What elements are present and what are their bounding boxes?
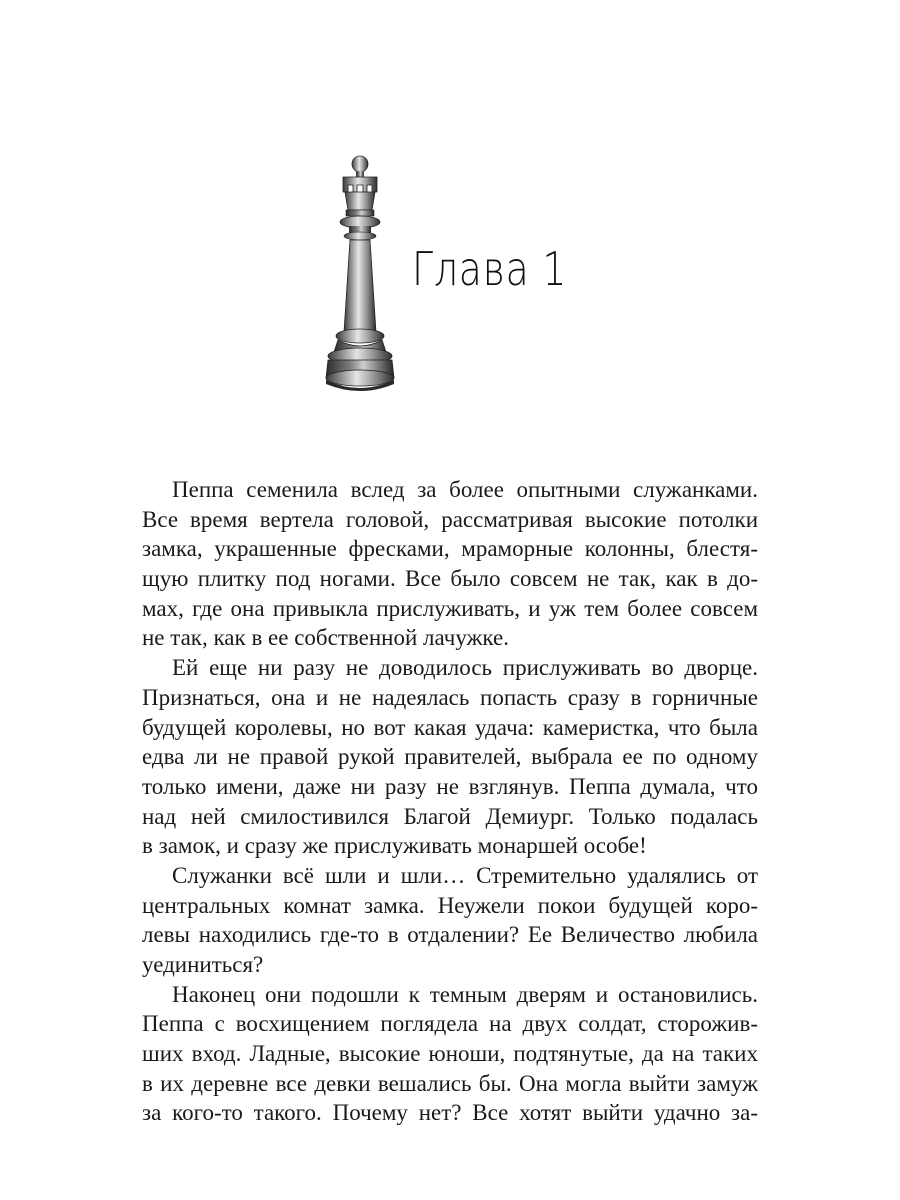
text-line: Признаться, она и не надеялась попасть сразу в горничные [142, 684, 758, 710]
text-line: Ей еще ни разу не доводилось прислуживать во дворце. [172, 655, 758, 681]
text-line: замка, украшенные фресками, мраморные колонны, блестя- [142, 536, 758, 562]
text-line: щую плитку под ногами. Все было совсем не так, как в до- [142, 566, 758, 592]
text-line: Пеппа с восхищением поглядела на двух солдат, сторожив- [142, 1011, 758, 1037]
chess-queen-icon [310, 152, 410, 397]
paragraph-3 [142, 861, 758, 980]
text-line: в замок, и сразу же прислуживать монаршей особе! [142, 833, 647, 859]
text-line: центральных комнат замка. Неужели покои будущей коро- [142, 892, 758, 918]
text-line: в их деревне все девки вешались бы. Она могла выйти замуж [142, 1070, 758, 1096]
text-line: не так, как в ее собственной лачужке. [142, 625, 509, 651]
text-line: левы находились где-то в отдалении? Ее Величество любила [142, 922, 758, 948]
text-line: только имени, даже ни разу не взглянув. Пеппа думала, что [142, 773, 758, 799]
text-line: над ней смилостивился Благой Демиург. Только подалась [142, 803, 758, 829]
text-line: за кого-то такого. Почему нет? Все хотят выйти удачно за- [142, 1100, 758, 1126]
text-line: Служанки всё шли и шли… Стремительно удалялись от [172, 862, 758, 888]
text-line: уединиться? [142, 952, 264, 977]
paragraph-2 [142, 653, 758, 861]
text-line: Наконец они подошли к темным дверям и остановились. [172, 981, 758, 1007]
text-line: мах, где она привыкла прислуживать, и уж тем более совсем [142, 595, 758, 621]
text-line: Все время вертела головой, рассматривая высокие потолки [142, 506, 758, 532]
text-line: едва ли не правой рукой правителей, выбрала ее по одному [142, 744, 758, 770]
chapter-body-text [142, 475, 758, 1128]
paragraph-1 [142, 475, 758, 653]
paragraph-4 [142, 980, 758, 1128]
text-line: ших вход. Ладные, высокие юноши, подтянутые, да на таких [142, 1041, 758, 1067]
text-line: Пеппа семенила вслед за более опытными служанками. [172, 477, 758, 502]
text-line: будущей королевы, но вот какая удача: камеристка, что была [142, 714, 758, 740]
chapter-title: Глава 1 [412, 242, 568, 296]
chapter-header [300, 150, 600, 400]
